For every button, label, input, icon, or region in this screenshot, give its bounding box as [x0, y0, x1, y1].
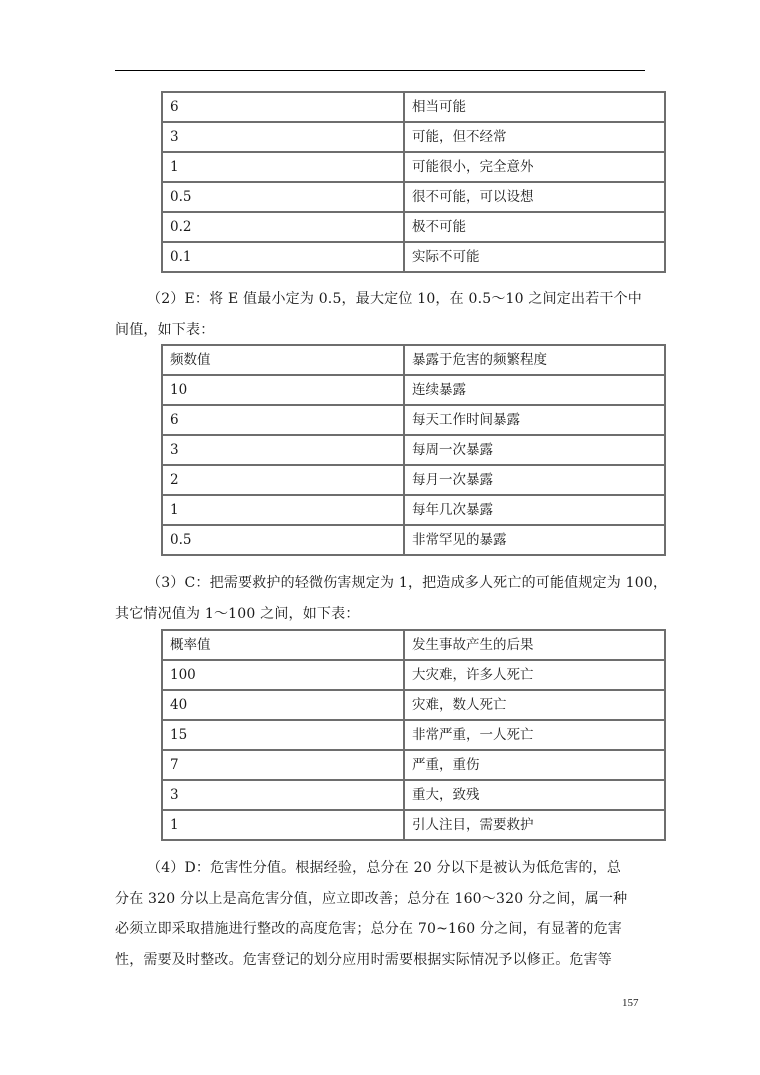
- paragraph-line: （2）E：将 E 值最小定为 0.5，最大定位 10，在 0.5～10 之间定出若干个中: [147, 291, 643, 307]
- table-row: [162, 242, 665, 272]
- description-cell: 非常严重，一人死亡: [404, 720, 665, 750]
- value-cell: 100: [162, 660, 404, 690]
- value-cell: 3: [162, 435, 404, 465]
- paragraph-line: 其它情况值为 1～100 之间，如下表：: [115, 605, 360, 622]
- description-cell: 暴露于危害的频繁程度: [404, 345, 665, 375]
- paragraph-line: （3）C：把需要救护的轻微伤害规定为 1，把造成多人死亡的可能值规定为 100，: [147, 575, 668, 591]
- description-cell: 发生事故产生的后果: [404, 630, 665, 660]
- table-row: [162, 345, 665, 375]
- value-cell: 3: [162, 122, 404, 152]
- header-rule: [115, 70, 645, 71]
- table-row: [162, 122, 665, 152]
- likelihood-table: [161, 91, 666, 273]
- consequence-table: [161, 629, 666, 841]
- value-cell: 0.5: [162, 525, 404, 555]
- description-cell: 连续暴露: [404, 375, 665, 405]
- description-cell: 每天工作时间暴露: [404, 405, 665, 435]
- value-cell: 0.5: [162, 182, 404, 212]
- table-row: [162, 660, 665, 690]
- exposure-table: [161, 344, 666, 556]
- page-number: 157: [622, 997, 639, 1009]
- description-cell: 极不可能: [404, 212, 665, 242]
- table-row: [162, 810, 665, 840]
- table-row: [162, 405, 665, 435]
- value-cell: 频数值: [162, 345, 404, 375]
- paragraph-line: 分在 320 分以上是高危害分值，应立即改善；总分在 160～320 分之间，属一种: [115, 890, 628, 907]
- table-row: [162, 212, 665, 242]
- value-cell: 1: [162, 495, 404, 525]
- value-cell: 2: [162, 465, 404, 495]
- value-cell: 0.1: [162, 242, 404, 272]
- table-row: [162, 375, 665, 405]
- table-row: [162, 152, 665, 182]
- description-cell: 重大，致残: [404, 780, 665, 810]
- table-row: [162, 182, 665, 212]
- value-cell: 1: [162, 810, 404, 840]
- value-cell: 概率值: [162, 630, 404, 660]
- description-cell: 每周一次暴露: [404, 435, 665, 465]
- description-cell: 大灾难，许多人死亡: [404, 660, 665, 690]
- table-row: [162, 630, 665, 660]
- paragraph-c-value: [115, 568, 668, 629]
- description-cell: 可能，但不经常: [404, 122, 665, 152]
- table-row: [162, 750, 665, 780]
- table-row: [162, 720, 665, 750]
- table-row: [162, 780, 665, 810]
- description-cell: 很不可能，可以设想: [404, 182, 665, 212]
- value-cell: 1: [162, 152, 404, 182]
- value-cell: 3: [162, 780, 404, 810]
- paragraph-e-value: [115, 284, 650, 345]
- description-cell: 引人注目，需要救护: [404, 810, 665, 840]
- description-cell: 每年几次暴露: [404, 495, 665, 525]
- description-cell: 可能很小，完全意外: [404, 152, 665, 182]
- value-cell: 40: [162, 690, 404, 720]
- table-row: [162, 435, 665, 465]
- value-cell: 7: [162, 750, 404, 780]
- value-cell: 15: [162, 720, 404, 750]
- table-row: [162, 690, 665, 720]
- value-cell: 6: [162, 92, 404, 122]
- paragraph-line: 性，需要及时整改。危害登记的划分应用时需要根据实际情况予以修正。危害等: [115, 951, 612, 968]
- description-cell: 每月一次暴露: [404, 465, 665, 495]
- table-row: [162, 495, 665, 525]
- description-cell: 灾难，数人死亡: [404, 690, 665, 720]
- paragraph-line: 必须立即采取措施进行整改的高度危害；总分在 70~160 分之间，有显著的危害: [115, 921, 622, 937]
- table-row: [162, 525, 665, 555]
- paragraph-line: 间值，如下表：: [115, 321, 215, 338]
- table-row: [162, 92, 665, 122]
- description-cell: 非常罕见的暴露: [404, 525, 665, 555]
- paragraph-line: （4）D：危害性分值。根据经验，总分在 20 分以下是被认为低危害的，总: [147, 860, 622, 876]
- value-cell: 6: [162, 405, 404, 435]
- value-cell: 0.2: [162, 212, 404, 242]
- description-cell: 严重，重伤: [404, 750, 665, 780]
- description-cell: 实际不可能: [404, 242, 665, 272]
- paragraph-d-value: [115, 853, 650, 975]
- value-cell: 10: [162, 375, 404, 405]
- table-row: [162, 465, 665, 495]
- description-cell: 相当可能: [404, 92, 665, 122]
